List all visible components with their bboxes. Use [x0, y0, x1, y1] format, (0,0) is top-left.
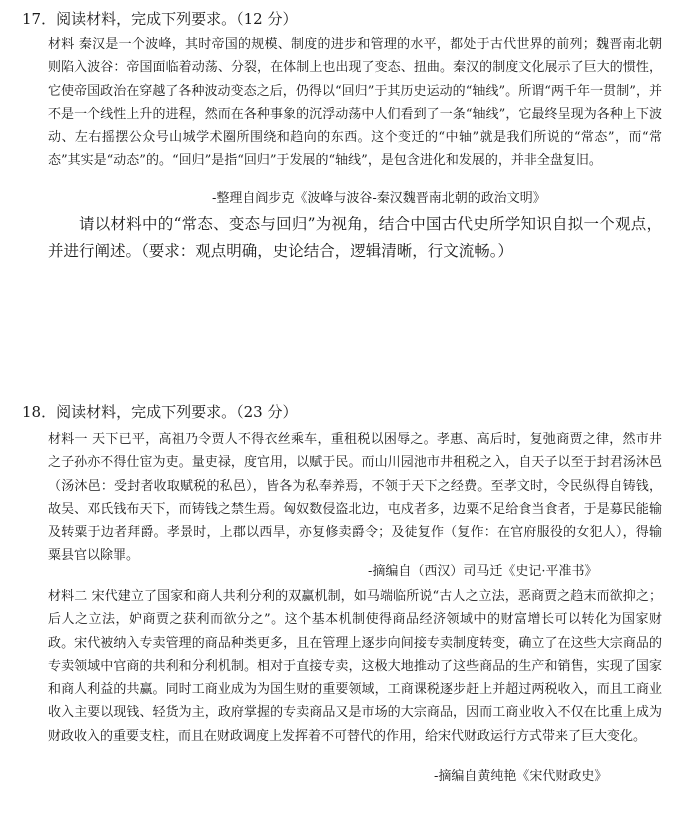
question-18-source-2: -摘编自黄纯艳《宋代财政史》	[434, 769, 608, 784]
question-18-material-2	[48, 585, 662, 748]
question-18-heading: 18．阅读材料，完成下列要求。（23 分）	[22, 403, 298, 421]
question-17-source: -整理自阎步克《波峰与波谷-秦汉魏晋南北朝的政治文明》	[212, 191, 546, 206]
question-17-material	[48, 33, 662, 173]
material-2-text: 材料二 宋代建立了国家和商人共利分利的双赢机制，如马端临所说“古人之立法，恶商贾之趋末而欲抑之；后人之立法，妒商贾之获利而欲分之”。这个基本机制使得商品经济领域中的财富增长可以转化为国家财政。宋代被纳入专卖管理的商品种类更多，且在管理上逐步向间接专卖制度转变，确立了在这些大宗商品的专卖领域中官商的共利和分利机制。相对于直接专卖，这极大地推动了这些商品的生产和销售，实现了国家和商人利益的共赢。同时工商业成为为国生财的重要领域，工商课税逐步赶上并超过两税收入，而且工商业收入主要以现钱、轻货为主，政府掌握的专卖商品又是市场的大宗商品，因而工商业收入不仅在比重上成为财政收入的重要支柱，而且在财政调度上发挥着不可替代的作用，给宋代财政运行方式带来了巨大变化。	[48, 589, 662, 744]
task-text: 请以材料中的“常态、变态与回归”为视角，结合中国古代史所学知识自拟一个观点，并进行阐述。（要求：观点明确，史论结合，逻辑清晰，行文流畅。）	[48, 215, 662, 260]
material-1-text: 材料一 天下已平，高祖乃令贾人不得衣丝乘车，重租税以困辱之。孝惠、高后时，复弛商贾之律，然市井之子孙亦不得仕宦为吏。量吏禄，度官用，以赋于民。而山川园池市井租税之入，自天子以至于封君汤沐邑（汤沐邑：受封者收取赋税的私邑），皆各为私奉养焉，不领于天下之经费。至孝文时，令民纵得自铸钱，故吴、邓氏钱布天下，而铸钱之禁生焉。匈奴数侵盗北边，屯戍者多，边粟不足给食当食者，于是募民能输及转粟于边者拜爵。孝景时，上郡以西旱，亦复修卖爵令；及徒复作（复作：在官府服役的女犯人），得输粟县官以除罪。	[48, 432, 662, 564]
question-18-source-1: -摘编自（西汉）司马迁《史记·平准书》	[368, 564, 598, 579]
question-17-task	[48, 211, 662, 265]
question-18-material-1	[48, 428, 662, 568]
material-text: 材料 秦汉是一个波峰，其时帝国的规模、制度的进步和管理的水平，都处于古代世界的前列；魏晋南北朝则陷入波谷：帝国面临着动荡、分裂，在体制上也出现了变态、扭曲。秦汉的制度文化展示了巨大的惯性，它使帝国政治在穿越了各种波动变态之后，仍得以“回归”于其历史运动的“轴线”。所谓“两千年一贯制”，并不是一个线性上升的进程，然而在各种事象的沉浮动荡中人们看到了一条“轴线”，它最终呈现为各种上下波动、左右摇摆公众号山城学术圈所围绕和趋向的东西。这个变迁的“中轴”就是我们所说的“常态”，而“常态”其实是“动态”的。“回归”是指“回归”于发展的“轴线”，是包含进化和发展的，并非全盘复旧。	[48, 37, 662, 169]
question-17-heading: 17．阅读材料，完成下列要求。（12 分）	[22, 10, 298, 28]
